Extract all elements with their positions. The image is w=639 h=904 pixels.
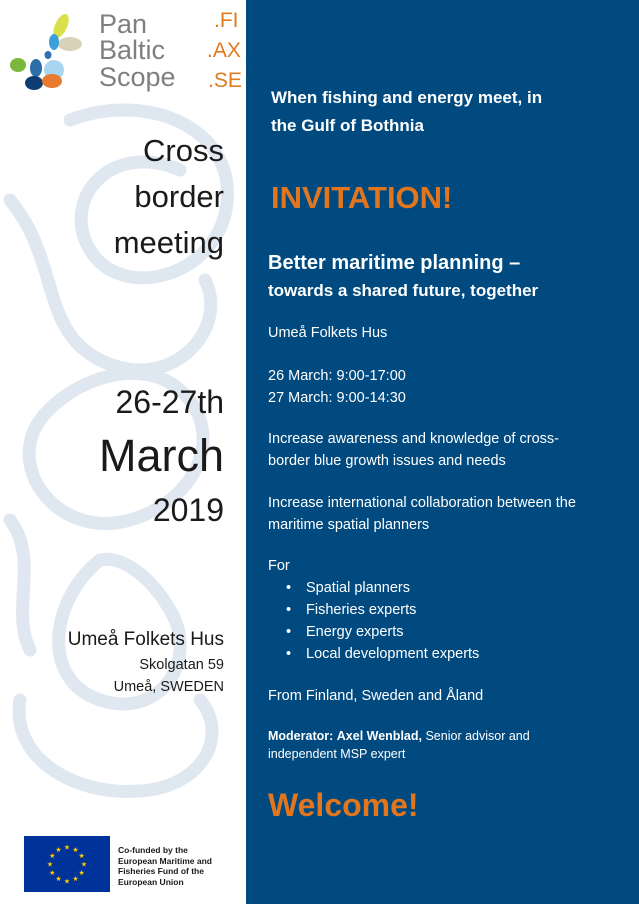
eu-star-icon: ★ (78, 853, 85, 860)
eu-text-line: European Maritime and (118, 855, 212, 866)
audience-list (268, 577, 479, 665)
bullet-icon: • (286, 646, 292, 662)
moderator (268, 727, 530, 763)
logo-word-3: Scope (99, 62, 176, 92)
moderator-title: Senior advisor and (425, 729, 530, 743)
tagline-line: the Gulf of Bothnia (271, 116, 424, 135)
eu-star-icon: ★ (63, 878, 71, 886)
title-line-2: border (134, 179, 224, 214)
origin-text: From Finland, Sweden and Åland (268, 688, 484, 704)
event-heading-line-1: Better maritime planning – (268, 252, 521, 274)
left-panel (0, 0, 246, 904)
right-panel (246, 0, 639, 904)
schedule (268, 365, 406, 409)
eu-star-icon: ★ (63, 844, 71, 852)
schedule-day-2: 27 March: 9:00-14:30 (268, 390, 406, 406)
venue-street: Skolgatan 59 (139, 657, 224, 673)
for-label: For (268, 558, 290, 574)
logo-word-1: Pan (99, 9, 148, 39)
list-item (268, 643, 479, 665)
eu-star-icon: ★ (55, 876, 62, 884)
eu-text-line: European Union (118, 876, 184, 887)
list-item (268, 577, 479, 599)
audience-item: Local development experts (306, 646, 480, 662)
goal-line: Increase awareness and knowledge of cross- (268, 431, 559, 447)
moderator-name: Axel Wenblad, (336, 729, 422, 743)
logo-domain-se: .SE (208, 69, 242, 92)
title-line-1: Cross (143, 133, 224, 168)
venue-name: Umeå Folkets Hus (67, 629, 224, 650)
audience-item: Energy experts (306, 624, 404, 640)
eu-flag-icon (24, 836, 110, 892)
audience-item: Fisheries experts (306, 602, 417, 618)
bullet-icon: • (286, 624, 292, 640)
logo-pebbles-icon (8, 8, 88, 92)
goal-line: border blue growth issues and needs (268, 453, 506, 469)
eu-star-icon: ★ (72, 846, 79, 854)
moderator-label: Moderator: (268, 729, 334, 743)
invitation-heading: INVITATION! (271, 180, 453, 215)
eu-star-icon: ★ (72, 876, 79, 884)
tagline (271, 84, 542, 140)
eu-star-icon: ★ (46, 861, 54, 869)
eu-star-icon: ★ (80, 861, 88, 869)
goal-line: Increase international collaboration between the (268, 495, 576, 511)
event-heading-line-2: towards a shared future, together (268, 281, 539, 300)
moderator-line-2: independent MSP expert (268, 747, 406, 761)
eu-star-icon: ★ (49, 853, 56, 860)
tagline-line: When fishing and energy meet, in (271, 88, 543, 107)
bullet-icon: • (286, 602, 292, 618)
logo-domain-ax: .AX (207, 39, 241, 62)
eu-star-icon: ★ (78, 870, 85, 877)
goal-awareness (268, 428, 559, 472)
list-item (268, 621, 479, 643)
venue-city: Umeå, SWEDEN (113, 679, 224, 695)
date-year: 2019 (152, 492, 224, 528)
audience-item: Spatial planners (306, 580, 410, 596)
moderator-line-1 (268, 727, 530, 745)
date-days: 26-27th (115, 384, 224, 420)
goal-line: maritime spatial planners (268, 517, 430, 533)
logo-domain-fi: .FI (214, 9, 239, 32)
schedule-day-1: 26 March: 9:00-17:00 (268, 368, 406, 384)
eu-text-line: Fisheries Fund of the (118, 866, 204, 876)
venue-text: Umeå Folkets Hus (268, 325, 388, 341)
goal-collaboration (268, 492, 576, 536)
logo-word-2: Baltic (99, 35, 166, 65)
eu-star-icon: ★ (49, 870, 56, 877)
title-line-3: meeting (113, 225, 224, 260)
eu-text-line: Co-funded by the (118, 845, 188, 855)
bullet-icon: • (286, 580, 292, 596)
eu-star-icon: ★ (55, 846, 62, 854)
list-item (268, 599, 479, 621)
date-month: March (98, 430, 224, 481)
eu-cofunding-text (118, 845, 212, 887)
welcome-text: Welcome! (268, 787, 419, 823)
